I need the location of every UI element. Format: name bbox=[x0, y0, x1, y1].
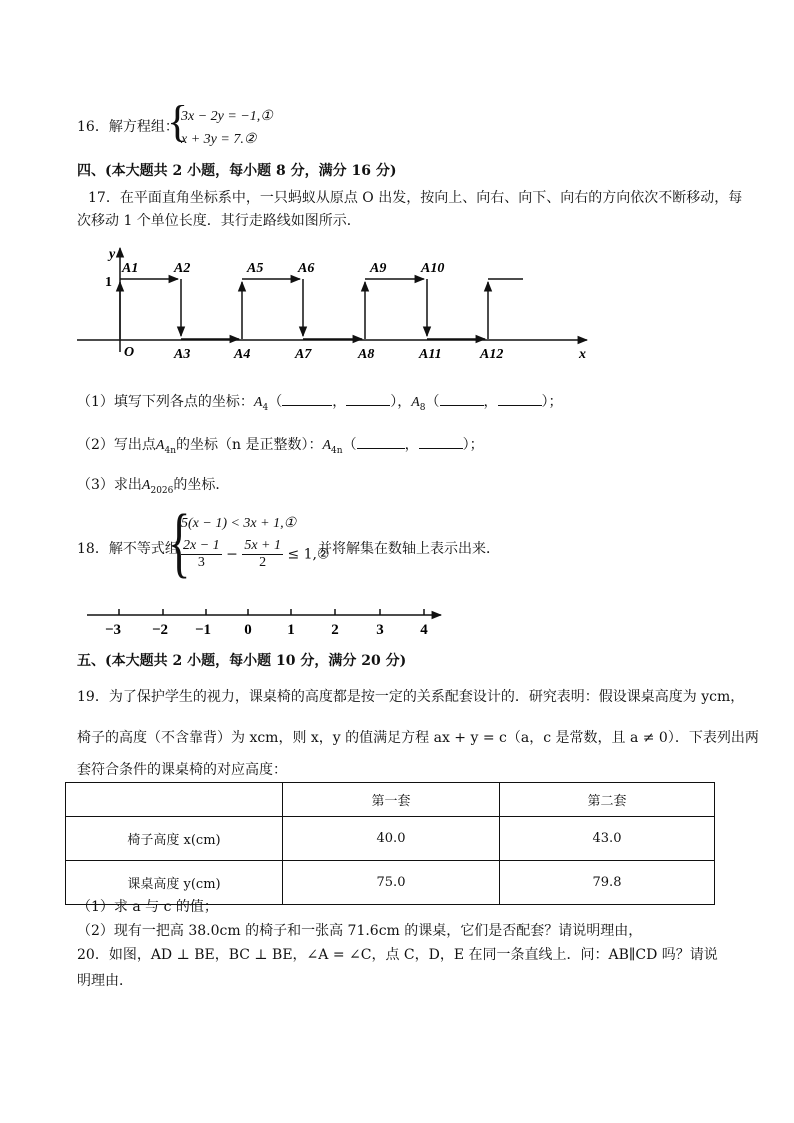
desk-chair-height-table bbox=[65, 782, 715, 905]
table-row bbox=[66, 817, 715, 861]
point-label-a5: A5 bbox=[247, 261, 264, 276]
answer-blank[interactable] bbox=[440, 391, 484, 406]
answer-blank[interactable] bbox=[282, 391, 332, 406]
number-line-label: −2 bbox=[151, 622, 169, 638]
q18-number-line bbox=[85, 606, 447, 640]
table-cell: 课桌高度 y(cm) bbox=[66, 861, 283, 905]
q17-path-graph bbox=[75, 242, 595, 367]
point-label-a9: A9 bbox=[370, 261, 387, 276]
q19-line1: 19．为了保护学生的视力，课桌椅的高度都是按一定的关系配套设计的．研究表明：假设课桌高度为 ycm， bbox=[77, 689, 745, 705]
table-cell: 79.8 bbox=[500, 861, 715, 905]
point-label-a6: A6 bbox=[298, 261, 315, 276]
q19-part1: （1）求 a 与 c 的值； bbox=[77, 899, 218, 915]
table-cell: 75.0 bbox=[283, 861, 500, 905]
q20-line2: 明理由． bbox=[77, 973, 133, 989]
section-4-heading: 四、(本大题共 2 小题，每小题 8 分，满分 16 分) bbox=[77, 163, 397, 179]
q18-ineq1: 5(x − 1) < 3x + 1,① bbox=[181, 516, 297, 531]
table-cell: 40.0 bbox=[283, 817, 500, 861]
q16-eq2: x + 3y = 7.② bbox=[181, 132, 257, 147]
point-label-a8: A8 bbox=[358, 347, 375, 362]
point-label-a7: A7 bbox=[295, 347, 312, 362]
q17-part2: （2）写出点$A_{4n}$的坐标（n 是正整数）：$A_{4n}$（ ， ）； bbox=[77, 434, 484, 460]
number-line-label: 0 bbox=[244, 622, 252, 638]
q19-line3: 套符合条件的课桌椅的对应高度： bbox=[77, 762, 287, 778]
q17-part1: （1）填写下列各点的坐标：$A_4$（ ， ），$A_8$（ ， ）； bbox=[77, 391, 563, 417]
section-5-heading: 五、(本大题共 2 小题，每小题 10 分，满分 20 分) bbox=[77, 653, 407, 669]
q18-label: 18．解不等式组 bbox=[77, 541, 179, 557]
q16-eq1: 3x − 2y = −1,① bbox=[181, 109, 273, 124]
q18-brace: { bbox=[168, 498, 191, 585]
origin-label: O bbox=[124, 345, 135, 360]
q17-line2: 次移动 1 个单位长度．其行走路线如图所示． bbox=[77, 213, 361, 229]
point-label-a1: A1 bbox=[122, 261, 139, 276]
table-cell: 椅子高度 x(cm) bbox=[66, 817, 283, 861]
q17-part3: （3）求出$A_{2026}$的坐标． bbox=[77, 477, 230, 496]
table-cell: 43.0 bbox=[500, 817, 715, 861]
q19-part2: （2）现有一把高 38.0cm 的椅子和一张高 71.6cm 的课桌，它们是否配套？请说明理由， bbox=[77, 923, 643, 939]
answer-blank[interactable] bbox=[419, 434, 463, 449]
q17-line1: 17．在平面直角坐标系中，一只蚂蚁从原点 O 出发，按向上、向右、向下、向右的方向依次不断移动，每 bbox=[88, 190, 743, 206]
number-line-label: 2 bbox=[331, 622, 339, 638]
table-header-cell: 第二套 bbox=[500, 783, 715, 817]
number-line-label: 1 bbox=[287, 622, 295, 638]
number-line-label: 4 bbox=[420, 622, 428, 638]
q16-label: 16．解方程组： bbox=[77, 119, 179, 135]
answer-blank[interactable] bbox=[357, 434, 405, 449]
point-label-a12: A12 bbox=[480, 347, 504, 362]
q18-instruction: 并将解集在数轴上表示出来． bbox=[318, 541, 500, 557]
point-label-a10: A10 bbox=[421, 261, 445, 276]
point-label-a11: A11 bbox=[419, 347, 442, 362]
point-label-a4: A4 bbox=[234, 347, 251, 362]
answer-blank[interactable] bbox=[346, 391, 390, 406]
unit-label: 1 bbox=[105, 275, 112, 290]
y-axis-label: y bbox=[109, 247, 116, 262]
q18-ineq2: $\frac{2x - 1}{3}$ − $\frac{5x + 1}{2}$ ≤ 1,② bbox=[183, 538, 330, 570]
table-header-cell bbox=[66, 783, 283, 817]
point-label-a3: A3 bbox=[174, 347, 191, 362]
number-line-label: −3 bbox=[104, 622, 122, 638]
q16-brace: { bbox=[167, 97, 189, 146]
q19-line2: 椅子的高度（不含靠背）为 xcm，则 x，y 的值满足方程 ax + y = c（a，c 是常数，且 a ≠ 0）．下表列出两 bbox=[77, 730, 759, 746]
number-line-label: 3 bbox=[376, 622, 384, 638]
answer-blank[interactable] bbox=[498, 391, 542, 406]
q20-line1: 20．如图，AD ⊥ BE，BC ⊥ BE，∠A = ∠C，点 C，D，E 在同一条直线上．问：AB∥CD 吗？请说 bbox=[77, 947, 718, 963]
x-axis-label: x bbox=[579, 347, 586, 362]
point-label-a2: A2 bbox=[174, 261, 191, 276]
number-line-label: −1 bbox=[194, 622, 212, 638]
table-header-cell: 第一套 bbox=[283, 783, 500, 817]
